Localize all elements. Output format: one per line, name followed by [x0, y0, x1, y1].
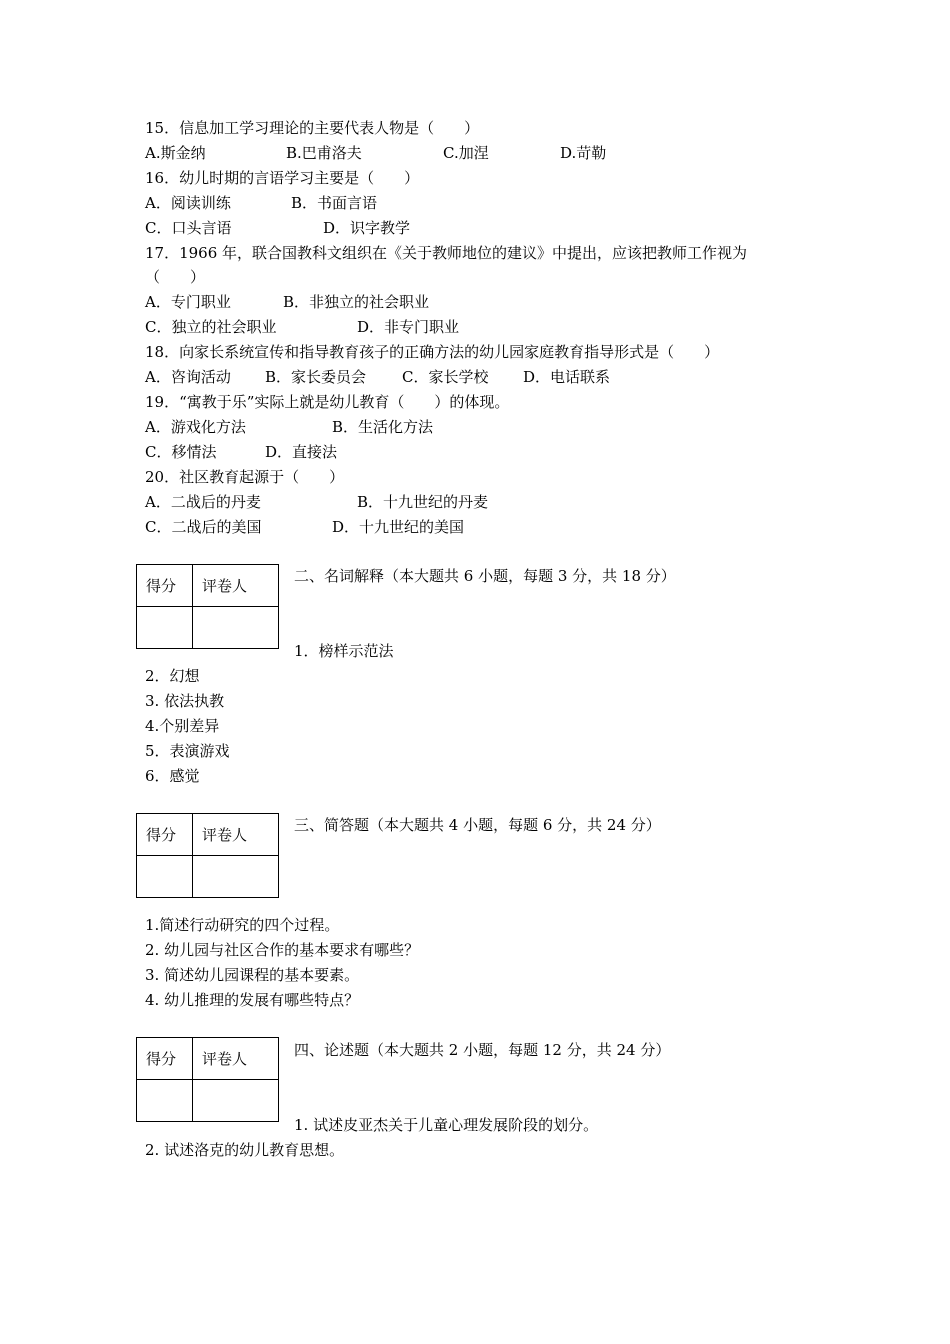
- grader-label: 评卷人: [193, 565, 279, 607]
- q19-option-d: D．直接法: [265, 443, 338, 461]
- q18-option-b: B．家长委员会: [265, 368, 367, 386]
- score-box-section4: [136, 1037, 279, 1122]
- grader-cell[interactable]: [193, 607, 279, 649]
- grader-cell[interactable]: [193, 856, 279, 898]
- section4-item-1: 1. 试述皮亚杰关于儿童心理发展阶段的划分。: [294, 1116, 599, 1134]
- q20-stem: 20．社区教育起源于（ ）: [145, 468, 345, 486]
- q15-option-a: A.斯金纳: [145, 144, 206, 162]
- q17-stem-continuation: （ ）: [145, 268, 206, 286]
- q17-option-d: D．非专门职业: [357, 318, 460, 336]
- grader-cell[interactable]: [193, 1080, 279, 1122]
- grader-label: 评卷人: [193, 1038, 279, 1080]
- score-box-section3: [136, 813, 279, 898]
- section3-item-2: 2. 幼儿园与社区合作的基本要求有哪些？: [145, 941, 420, 959]
- q18-option-c: C．家长学校: [402, 368, 489, 386]
- score-cell[interactable]: [137, 607, 193, 649]
- q18-option-d: D．电话联系: [523, 368, 611, 386]
- q16-stem: 16．幼儿时期的言语学习主要是（ ）: [145, 169, 420, 187]
- section4-item-2: 2. 试述洛克的幼儿教育思想。: [145, 1141, 345, 1159]
- q16-option-d: D．识字教学: [323, 219, 411, 237]
- score-cell[interactable]: [137, 1080, 193, 1122]
- q15-option-b: B.巴甫洛夫: [286, 144, 362, 162]
- q15-option-d: D.苛勒: [560, 144, 607, 162]
- q19-stem: 19．“寓教于乐”实际上就是幼儿教育（ ）的体现。: [145, 393, 510, 411]
- q16-option-c: C．口头言语: [145, 219, 232, 237]
- q20-option-d: D．十九世纪的美国: [332, 518, 465, 536]
- q16-option-a: A．阅读训练: [145, 194, 231, 212]
- section3-item-1: 1.简述行动研究的四个过程。: [145, 916, 340, 934]
- section2-item-1: 1．榜样示范法: [294, 642, 394, 660]
- section3-item-4: 4. 幼儿推理的发展有哪些特点？: [145, 991, 360, 1009]
- q15-option-c: C.加涅: [443, 144, 489, 162]
- q19-option-c: C．移情法: [145, 443, 217, 461]
- score-label: 得分: [137, 814, 193, 856]
- q20-option-a: A．二战后的丹麦: [145, 493, 261, 511]
- section2-item-3: 3. 依法执教: [145, 692, 225, 710]
- q19-option-b: B．生活化方法: [332, 418, 434, 436]
- section3-title: 三、简答题（本大题共 4 小题，每题 6 分，共 24 分）: [294, 816, 661, 834]
- q19-option-a: A．游戏化方法: [145, 418, 246, 436]
- q17-option-c: C．独立的社会职业: [145, 318, 277, 336]
- q18-option-a: A．咨询活动: [145, 368, 231, 386]
- section2-item-4: 4.个别差异: [145, 717, 220, 735]
- q17-option-b: B．非独立的社会职业: [283, 293, 430, 311]
- q15-stem: 15．信息加工学习理论的主要代表人物是（ ）: [145, 119, 480, 137]
- q18-stem: 18．向家长系统宣传和指导教育孩子的正确方法的幼儿园家庭教育指导形式是（ ）: [145, 343, 720, 361]
- section3-item-3: 3. 简述幼儿园课程的基本要素。: [145, 966, 360, 984]
- section2-item-5: 5．表演游戏: [145, 742, 230, 760]
- q17-option-a: A．专门职业: [145, 293, 231, 311]
- q20-option-b: B．十九世纪的丹麦: [357, 493, 489, 511]
- section4-title: 四、论述题（本大题共 2 小题，每题 12 分，共 24 分）: [294, 1041, 671, 1059]
- section2-item-2: 2．幻想: [145, 667, 200, 685]
- section2-title: 二、名词解释（本大题共 6 小题，每题 3 分，共 18 分）: [294, 567, 676, 585]
- section2-item-6: 6．感觉: [145, 767, 200, 785]
- score-label: 得分: [137, 565, 193, 607]
- q17-stem: 17．1966 年，联合国教科文组织在《关于教师地位的建议》中提出，应该把教师工作视为: [145, 244, 748, 262]
- q20-option-c: C．二战后的美国: [145, 518, 262, 536]
- grader-label: 评卷人: [193, 814, 279, 856]
- score-box-section2: [136, 564, 279, 649]
- score-label: 得分: [137, 1038, 193, 1080]
- q16-option-b: B．书面言语: [291, 194, 378, 212]
- score-cell[interactable]: [137, 856, 193, 898]
